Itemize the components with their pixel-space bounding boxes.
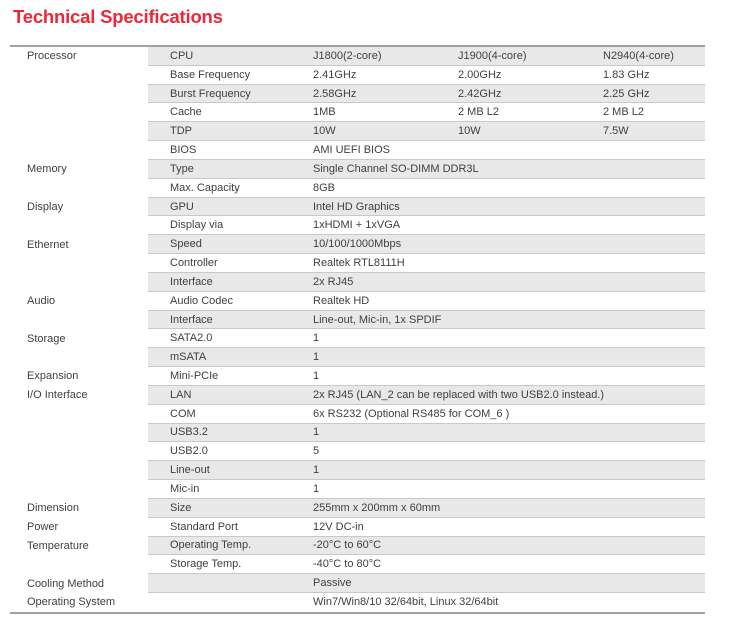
key-cell: COM xyxy=(170,407,196,420)
key-cell: Size xyxy=(170,501,192,514)
spec-row-fields xyxy=(148,103,705,122)
table-row xyxy=(10,273,705,292)
page-title: Technical Specifications xyxy=(13,6,223,27)
value-cell: 2.41GHz xyxy=(313,68,357,81)
key-cell: mSATA xyxy=(170,351,207,364)
category-cell: Expansion xyxy=(10,367,148,386)
category-cell xyxy=(10,141,148,160)
spec-row-fields xyxy=(148,85,705,104)
key-cell: Audio Codec xyxy=(170,294,233,307)
key-cell: Speed xyxy=(170,238,202,251)
value-cell: Win7/Win8/10 32/64bit, Linux 32/64bit xyxy=(313,596,499,609)
key-cell: Line-out xyxy=(170,464,210,477)
table-row xyxy=(10,141,705,160)
table-row xyxy=(10,424,705,443)
value-cell: 10/100/1000Mbps xyxy=(313,238,402,251)
category-cell: Storage xyxy=(10,329,148,348)
value-cell: 2.58GHz xyxy=(313,87,357,100)
value-cell: J1800(2-core) xyxy=(313,49,382,62)
key-cell: USB3.2 xyxy=(170,426,208,439)
key-cell: Storage Temp. xyxy=(170,558,242,571)
category-cell xyxy=(10,179,148,198)
spec-row-fields xyxy=(148,47,705,66)
value-cell: 1MB xyxy=(313,106,336,119)
value-cell: 1 xyxy=(313,369,320,382)
category-cell: Audio xyxy=(10,292,148,311)
spec-table xyxy=(10,45,705,614)
value-cell: -20°C to 60°C xyxy=(313,539,382,552)
table-row xyxy=(10,555,705,574)
category-cell xyxy=(10,480,148,499)
spec-row-fields xyxy=(148,348,705,367)
spec-row-fields xyxy=(148,574,705,593)
key-cell: LAN xyxy=(170,388,192,401)
value-cell: 1 xyxy=(313,332,320,345)
spec-row-fields xyxy=(148,311,705,330)
spec-row-fields xyxy=(148,141,705,160)
spec-row-fields xyxy=(148,254,705,273)
key-cell: USB2.0 xyxy=(170,445,208,458)
value-cell: AMI UEFI BIOS xyxy=(313,144,391,157)
value-cell: 8GB xyxy=(313,181,336,194)
spec-row-fields xyxy=(148,461,705,480)
value-cell: J1900(4-core) xyxy=(458,49,527,62)
key-cell: Mic-in xyxy=(170,482,200,495)
value-cell: -40°C to 80°C xyxy=(313,558,382,571)
key-cell: Cache xyxy=(170,106,202,119)
table-row xyxy=(10,311,705,330)
category-cell: Ethernet xyxy=(10,235,148,254)
spec-row-fields xyxy=(148,537,705,556)
table-row xyxy=(10,103,705,122)
table-row xyxy=(10,122,705,141)
value-cell: 6x RS232 (Optional RS485 for COM_6 ) xyxy=(313,407,510,420)
value-cell: 2.00GHz xyxy=(458,68,502,81)
table-row xyxy=(10,518,705,537)
spec-row-fields xyxy=(148,329,705,348)
value-cell: 1xHDMI + 1xVGA xyxy=(313,219,401,232)
value-cell: 2.25 GHz xyxy=(603,87,650,100)
key-cell: Controller xyxy=(170,257,218,270)
table-row xyxy=(10,216,705,235)
key-cell: CPU xyxy=(170,49,194,62)
key-cell: Mini-PCIe xyxy=(170,369,219,382)
value-cell: 12V DC-in xyxy=(313,520,364,533)
value-cell: 1 xyxy=(313,351,320,364)
spec-row-fields xyxy=(148,198,705,217)
value-cell: Single Channel SO-DIMM DDR3L xyxy=(313,162,479,175)
value-cell: 2.42GHz xyxy=(458,87,502,100)
table-row xyxy=(10,47,705,66)
value-cell: 1.83 GHz xyxy=(603,68,650,81)
category-cell: Cooling Method xyxy=(10,574,148,593)
table-row xyxy=(10,593,705,612)
value-cell: 10W xyxy=(313,125,336,138)
spec-row-fields xyxy=(148,160,705,179)
category-cell: Power xyxy=(10,518,148,537)
table-row xyxy=(10,235,705,254)
value-cell: Passive xyxy=(313,577,352,590)
spec-row-fields xyxy=(148,179,705,198)
table-row xyxy=(10,66,705,85)
category-cell: Operating System xyxy=(10,593,148,612)
table-row xyxy=(10,480,705,499)
value-cell: 255mm x 200mm x 60mm xyxy=(313,501,441,514)
category-cell: Memory xyxy=(10,160,148,179)
spec-row-fields xyxy=(148,424,705,443)
table-row xyxy=(10,405,705,424)
table-row xyxy=(10,499,705,518)
key-cell: Max. Capacity xyxy=(170,181,240,194)
category-cell xyxy=(10,311,148,330)
key-cell: Interface xyxy=(170,275,213,288)
category-cell xyxy=(10,103,148,122)
category-cell xyxy=(10,122,148,141)
value-cell: Realtek RTL8111H xyxy=(313,257,405,270)
spec-row-fields xyxy=(148,480,705,499)
value-cell: Realtek HD xyxy=(313,294,370,307)
category-cell xyxy=(10,66,148,85)
category-cell: Processor xyxy=(10,47,148,66)
key-cell: Burst Frequency xyxy=(170,87,251,100)
value-cell: 2 MB L2 xyxy=(458,106,499,119)
category-cell xyxy=(10,273,148,292)
spec-row-fields xyxy=(148,273,705,292)
table-row xyxy=(10,329,705,348)
table-row xyxy=(10,160,705,179)
table-row xyxy=(10,292,705,311)
value-cell: 2x RJ45 xyxy=(313,275,354,288)
table-row xyxy=(10,348,705,367)
key-cell: SATA2.0 xyxy=(170,332,213,345)
value-cell: 1 xyxy=(313,464,320,477)
category-cell: I/O Interface xyxy=(10,386,148,405)
table-row xyxy=(10,179,705,198)
category-cell xyxy=(10,348,148,367)
value-cell: 2 MB L2 xyxy=(603,106,644,119)
spec-row-fields xyxy=(148,122,705,141)
value-cell: 1 xyxy=(313,426,320,439)
value-cell: Line-out, Mic-in, 1x SPDIF xyxy=(313,313,442,326)
category-cell: Temperature xyxy=(10,537,148,556)
spec-row-fields xyxy=(148,405,705,424)
table-row xyxy=(10,461,705,480)
key-cell: Standard Port xyxy=(170,520,238,533)
spec-row-fields xyxy=(148,292,705,311)
category-cell xyxy=(10,442,148,461)
value-cell: 10W xyxy=(458,125,481,138)
spec-row-fields xyxy=(148,235,705,254)
table-row xyxy=(10,367,705,386)
value-cell: Intel HD Graphics xyxy=(313,200,400,213)
value-cell: N2940(4-core) xyxy=(603,49,674,62)
value-cell: 5 xyxy=(313,445,320,458)
value-cell: 1 xyxy=(313,482,320,495)
category-cell: Dimension xyxy=(10,499,148,518)
category-cell xyxy=(10,424,148,443)
key-cell: Interface xyxy=(170,313,213,326)
table-row xyxy=(10,85,705,104)
spec-row-fields xyxy=(148,499,705,518)
spec-row-fields xyxy=(148,442,705,461)
table-row xyxy=(10,574,705,593)
category-cell xyxy=(10,216,148,235)
category-cell xyxy=(10,254,148,273)
spec-row-fields xyxy=(148,216,705,235)
spec-row-fields xyxy=(148,593,705,612)
spec-row-fields xyxy=(148,518,705,537)
key-cell: GPU xyxy=(170,200,194,213)
table-row xyxy=(10,254,705,273)
category-cell xyxy=(10,461,148,480)
table-row xyxy=(10,442,705,461)
value-cell: 7.5W xyxy=(603,125,629,138)
spec-row-fields xyxy=(148,386,705,405)
category-cell: Display xyxy=(10,198,148,217)
key-cell: BIOS xyxy=(170,144,197,157)
table-row xyxy=(10,386,705,405)
key-cell: Base Frequency xyxy=(170,68,251,81)
category-cell xyxy=(10,85,148,104)
key-cell: Type xyxy=(170,162,194,175)
table-row xyxy=(10,198,705,217)
value-cell: 2x RJ45 (LAN_2 can be replaced with two USB2.0 instead.) xyxy=(313,388,605,401)
table-row xyxy=(10,537,705,556)
category-cell xyxy=(10,555,148,574)
key-cell: Display via xyxy=(170,219,224,232)
category-cell xyxy=(10,405,148,424)
key-cell: TDP xyxy=(170,125,192,138)
spec-row-fields xyxy=(148,367,705,386)
spec-row-fields xyxy=(148,555,705,574)
spec-row-fields xyxy=(148,66,705,85)
key-cell: Operating Temp. xyxy=(170,539,252,552)
